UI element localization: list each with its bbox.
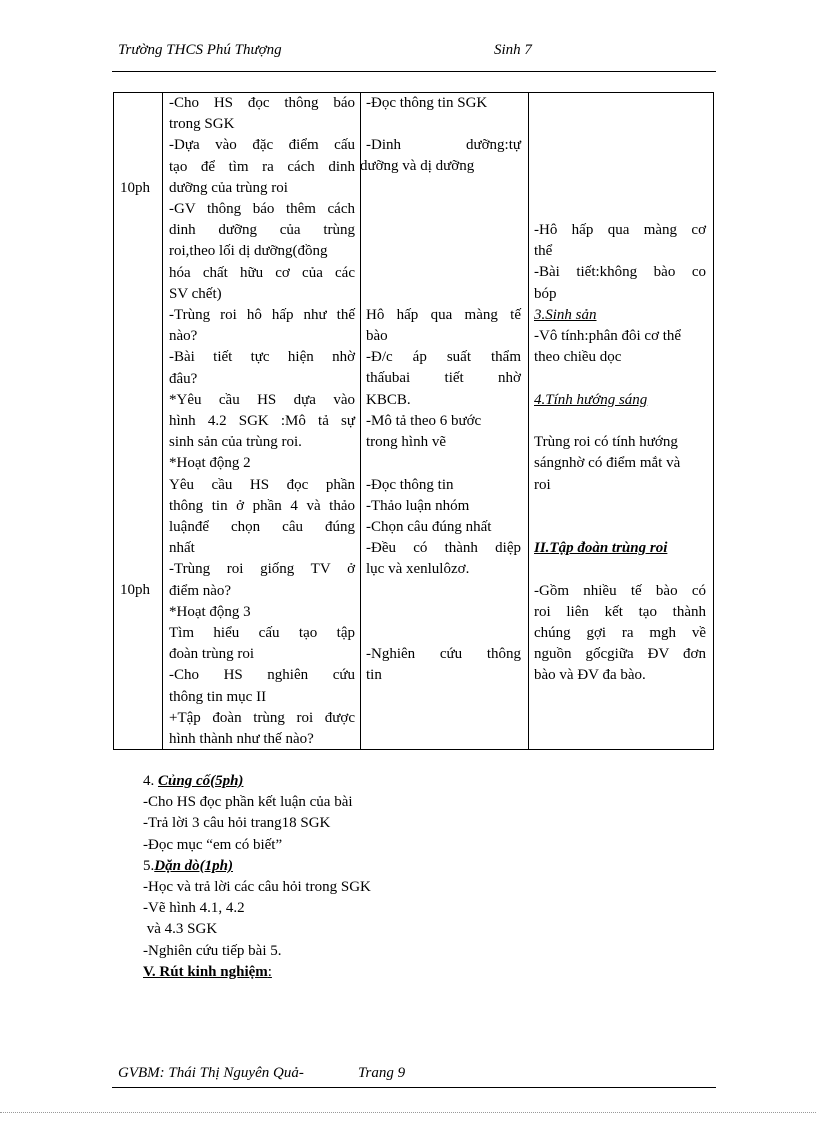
text-line: đoàn trùng roi: [169, 646, 254, 662]
text-line: hình 4.2 SGK :Mô tả sự: [169, 413, 355, 429]
text-line: *Hoạt động 3: [169, 604, 251, 620]
text-line: hình thành như thế nào?: [169, 731, 314, 747]
text-line: bóp: [534, 286, 557, 302]
text-line: -Bài tiết tực hiện nhờ: [169, 349, 355, 365]
text-line: -Đ/c áp suất thẩm: [366, 349, 521, 365]
text-line: -Chọn câu đúng nhất: [366, 519, 492, 535]
text-line: +Tập đoàn trùng roi được: [169, 710, 355, 726]
text-line: luậnđể chọn câu đúng: [169, 519, 355, 535]
text-line: Tìm hiểu cấu tạo tập: [169, 625, 355, 641]
text-line: thông tin mục II: [169, 689, 267, 705]
text-line: bào: [366, 328, 388, 344]
text-line: roi,theo lối dị dưỡng(đồng: [169, 243, 328, 259]
text-line: -Mô tả theo 6 bước: [366, 413, 482, 429]
column-divider: [528, 93, 529, 749]
text-line: -Trùng roi giống TV ở: [169, 561, 355, 577]
text-line: tạo để tìm ra cách dinh: [169, 159, 355, 175]
text-line: roi liên kết tạo thành: [534, 604, 706, 620]
text-line: -Đều có thành diệp: [366, 540, 521, 556]
text-line: thông tin ở phần 4 và thảo: [169, 498, 355, 514]
text-line: *Hoạt động 2: [169, 455, 251, 471]
text-line: -Cho HS nghiên cứu: [169, 667, 355, 683]
text-line: bào và ĐV đa bào.: [534, 667, 646, 683]
text-line: đâu?: [169, 371, 198, 387]
list-item: -Đọc mục “em có biết”: [143, 836, 283, 853]
text-line: chúng gợi ra mgh về: [534, 625, 706, 641]
lesson-table: [113, 92, 714, 750]
text-line: -Hô hấp qua màng cơ: [534, 222, 706, 238]
list-item: -Trả lời 3 câu hỏi trang18 SGK: [143, 815, 331, 832]
section-heading-sinh-san: 3.Sinh sản: [534, 307, 597, 323]
list-item: và 4.3 SGK: [143, 921, 218, 938]
text-line: nhất: [169, 540, 195, 556]
text-line: hóa chất hữu cơ của các: [169, 265, 355, 281]
text-line: dưỡng của trùng roi: [169, 180, 288, 196]
list-item: -Cho HS đọc phần kết luận của bài: [143, 794, 353, 811]
text-line: -Bài tiết:không bào co: [534, 264, 706, 280]
list-item: -Nghiên cứu tiếp bài 5.: [143, 942, 282, 959]
text-line: -Cho HS đọc thông báo: [169, 95, 355, 111]
text-line: điểm nào?: [169, 583, 232, 599]
time-cell-1: 10ph: [120, 180, 150, 196]
teacher-name: GVBM: Thái Thị Nguyên Quả-: [118, 1065, 304, 1081]
list-item: -Vẽ hình 4.1, 4.2: [143, 900, 245, 917]
text-line: -Nghiên cứu thông: [366, 646, 521, 662]
text-line: -Đọc thông tin: [366, 477, 454, 493]
section-heading-tap-doan: II.Tập đoàn trùng roi: [534, 540, 668, 556]
text-line: SV chết): [169, 286, 222, 302]
text-line: KBCB.: [366, 392, 411, 408]
text-line: -Trùng roi hô hấp như thế: [169, 307, 355, 323]
section-5-heading: 5.Dặn dò(1ph): [143, 857, 234, 874]
text-line: dưỡng và dị dưỡng: [360, 158, 475, 174]
page-edge: [0, 1112, 816, 1113]
text-line: -Đọc thông tin SGK: [366, 95, 488, 111]
time-cell-2: 10ph: [120, 582, 150, 598]
section-4-heading: 4. Củng cố(5ph): [143, 773, 244, 789]
text-line: thấubai tiết nhờ: [366, 370, 521, 386]
text-line: -Vô tính:phân đôi cơ thể: [534, 328, 682, 344]
column-divider: [162, 93, 163, 749]
text-line: roi: [534, 477, 551, 493]
text-line: Hô hấp qua màng tế: [366, 307, 521, 323]
text-line: -Dựa vào đặc điểm cấu: [169, 137, 355, 153]
text-line: -GV thông báo thêm cách: [169, 201, 355, 217]
text-line: sángnhờ có điểm mắt và: [534, 455, 681, 471]
text-line: -Dinh dưỡng:tự: [366, 137, 521, 153]
text-line: Yêu cầu HS đọc phần: [169, 477, 355, 493]
text-line: thể: [534, 243, 553, 259]
text-line: sinh sản của trùng roi.: [169, 434, 302, 450]
text-line: nguồn gốcgiữa ĐV đơn: [534, 646, 706, 662]
text-line: Trùng roi có tính hướng: [534, 434, 678, 450]
footer-rule: [112, 1087, 716, 1088]
text-line: trong hình vẽ: [366, 434, 446, 450]
text-line: -Thảo luận nhóm: [366, 498, 470, 514]
text-line: dinh dưỡng của trùng: [169, 222, 355, 238]
section-6-heading: V. Rút kinh nghiệm:: [143, 963, 272, 980]
text-line: lục và xenlulôzơ.: [366, 561, 470, 577]
text-line: nào?: [169, 328, 198, 344]
page-header: [118, 42, 718, 64]
school-name: Trường THCS Phú Thượng: [118, 42, 282, 58]
list-item: -Học và trả lời các câu hỏi trong SGK: [143, 879, 371, 896]
text-line: -Gồm nhiều tế bào có: [534, 583, 706, 599]
subject-name: Sinh 7: [494, 42, 532, 58]
text-line: tin: [366, 667, 382, 683]
column-divider: [360, 93, 361, 749]
text-line: theo chiều dọc: [534, 349, 622, 365]
header-rule: [112, 71, 716, 72]
lesson-closing: [143, 771, 371, 983]
text-line: *Yêu cầu HS dựa vào: [169, 392, 355, 408]
section-heading-huong-sang: 4.Tính hướng sáng: [534, 392, 648, 408]
page-number: Trang 9: [358, 1065, 406, 1081]
text-line: trong SGK: [169, 116, 235, 132]
